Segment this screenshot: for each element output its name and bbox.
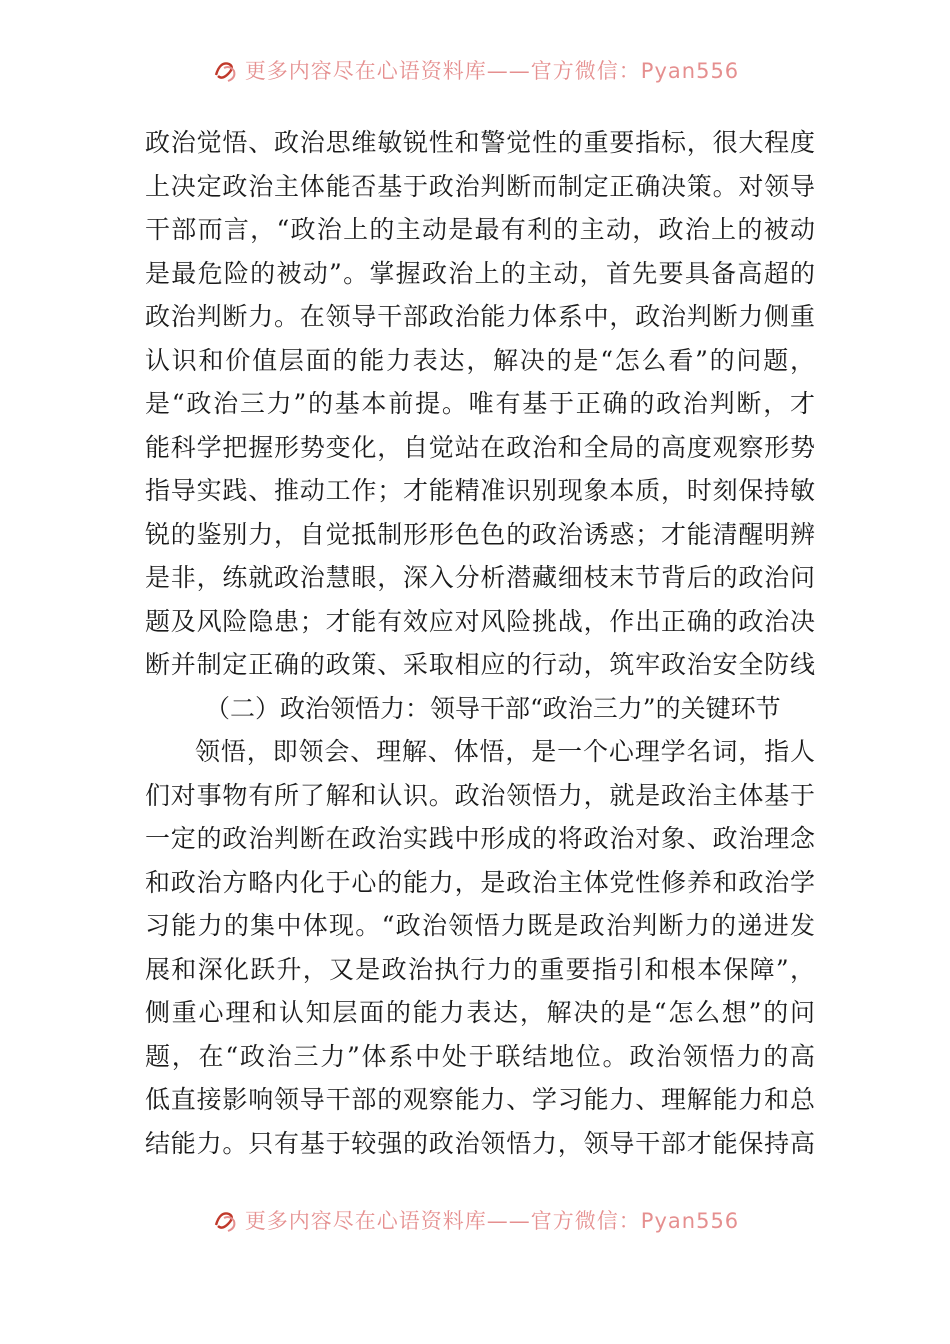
watermark-text: 更多内容尽在心语资料库——官方微信：Pyan556 [244, 1209, 740, 1233]
text-line: 锐的鉴别力，自觉抵制形形色色的政治诱惑；才能清醒明辨 [145, 519, 815, 549]
text-line: 结能力。只有基于较强的政治领悟力，领导干部才能保持高 [145, 1128, 815, 1158]
watermark-logo-icon [211, 55, 241, 85]
text-line: 一定的政治判断在政治实践中形成的将政治对象、政治理念 [145, 824, 815, 853]
text-line: 干部而言，“政治上的主动是最有利的主动，政治上的被动 [145, 215, 815, 244]
watermark-logo-icon [211, 1205, 241, 1235]
header-watermark [0, 50, 950, 90]
text-line: 是最危险的被动”。掌握政治上的主动，首先要具备高超的 [145, 258, 815, 288]
section-heading: （二）政治领悟力：领导干部“政治三力”的关键环节 [205, 693, 781, 723]
watermark-text: 更多内容尽在心语资料库——官方微信：Pyan556 [244, 59, 740, 83]
text-line: 认识和价值层面的能力表达，解决的是“怎么看”的问题， [145, 345, 815, 375]
document-body [145, 121, 815, 1165]
text-line: 展和深化跃升，又是政治执行力的重要指引和根本保障”， [145, 954, 815, 984]
text-line: 是“政治三力”的基本前提。唯有基于正确的政治判断，才 [145, 389, 815, 418]
text-line: 低直接影响领导干部的观察能力、学习能力、理解能力和总 [145, 1085, 815, 1114]
text-line: 政治觉悟、政治思维敏锐性和警觉性的重要指标，很大程度 [145, 128, 815, 157]
text-line: 政治判断力。在领导干部政治能力体系中，政治判断力侧重 [145, 302, 815, 331]
text-line: 指导实践、推动工作；才能精准识别现象本质，时刻保持敏 [145, 476, 815, 505]
text-line: 能科学把握形势变化，自觉站在政治和全局的高度观察形势 [145, 432, 815, 462]
text-line: 侧重心理和认知层面的能力表达，解决的是“怎么想”的问 [145, 998, 815, 1027]
text-line: 习能力的集中体现。“政治领悟力既是政治判断力的递进发 [145, 911, 815, 940]
text-line: 和政治方略内化于心的能力，是政治主体党性修养和政治学 [145, 867, 815, 897]
text-line: 断并制定正确的政策、采取相应的行动，筑牢政治安全防线 [145, 650, 815, 679]
text-line: 是非，练就政治慧眼，深入分析潜藏细枝末节背后的政治问 [145, 563, 815, 592]
paragraph-first-line: 领悟，即领会、理解、体悟，是一个心理学名词，指人 [195, 737, 815, 766]
text-line: 题，在“政治三力”体系中处于联结地位。政治领悟力的高 [145, 1041, 815, 1071]
text-line: 们对事物有所了解和认识。政治领悟力，就是政治主体基于 [145, 780, 815, 810]
text-line: 题及风险隐患；才能有效应对风险挑战，作出正确的政治决 [145, 606, 815, 636]
text-line: 上决定政治主体能否基于政治判断而制定正确决策。对领导 [145, 171, 815, 201]
footer-watermark [0, 1200, 950, 1240]
